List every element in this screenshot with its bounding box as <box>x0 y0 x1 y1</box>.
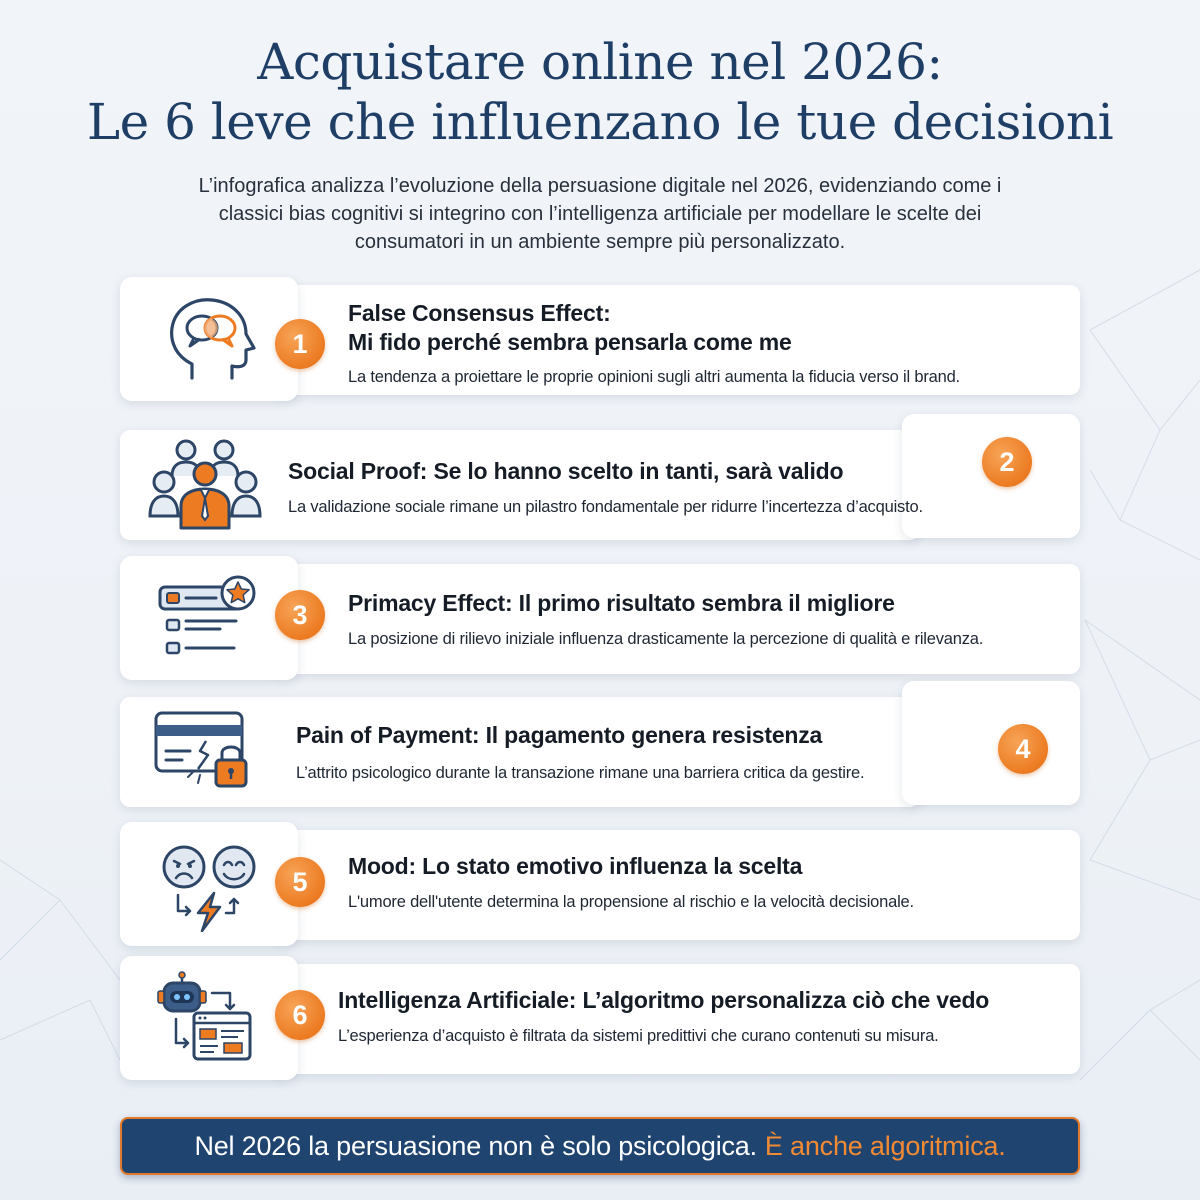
number-badge: 6 <box>275 990 325 1040</box>
lever-card-1 <box>120 277 1080 395</box>
credit-card-lock-icon <box>152 705 257 800</box>
conclusion-banner <box>120 1117 1080 1175</box>
number-box <box>902 681 1080 805</box>
card-title: Mood: Lo stato emotivo influenza la scelta <box>348 853 803 879</box>
card-title-line-2: Mi fido perché sembra pensarla come me <box>348 329 792 355</box>
number-badge: 2 <box>982 437 1032 487</box>
card-title: Pain of Payment: Il pagamento genera resistenza <box>296 722 823 748</box>
title-line-1: Acquistare online nel 2026: <box>257 33 943 91</box>
card-description: L'umore dell'utente determina la propensione al rischio e la velocità decisionale. <box>348 893 914 911</box>
card-title-line-1: False Consensus Effect: <box>348 300 611 326</box>
card-description: La posizione di rilievo iniziale influenza drasticamente la percezione di qualità e rilevanza. <box>348 630 984 648</box>
ranked-list-star-icon <box>120 556 298 680</box>
card-description: La tendenza a proiettare le proprie opinioni sugli altri aumenta la fiducia verso il brand. <box>348 368 960 386</box>
mood-faces-icon <box>120 822 298 946</box>
group-people-icon <box>148 436 263 536</box>
head-speech-bubbles-icon <box>120 277 298 401</box>
lever-card-5 <box>120 822 1080 940</box>
intro-line-1: L’infografica analizza l’evoluzione della persuasione digitale nel 2026, evidenziando come i <box>198 175 1002 197</box>
conclusion-text: Nel 2026 la persuasione non è solo psicologica. <box>194 1130 757 1161</box>
lever-card-2 <box>120 422 1080 540</box>
lever-card-6 <box>120 956 1080 1074</box>
title-line-2: Le 6 leve che influenzano le tue decisioni <box>86 93 1114 151</box>
number-badge: 3 <box>275 590 325 640</box>
card-title: Primacy Effect: Il primo risultato sembra il migliore <box>348 590 895 616</box>
card-title: Intelligenza Artificiale: L’algoritmo personalizza ciò che vedo <box>338 987 990 1013</box>
card-description: L’esperienza d’acquisto è filtrata da sistemi predittivi che curano contenuti su misura. <box>338 1027 939 1045</box>
intro-line-2: classici bias cognitivi si integrino con l’intelligenza artificiale per modellare le scelte dei <box>218 203 982 225</box>
lever-card-3 <box>120 556 1080 674</box>
lever-card-4 <box>120 689 1080 807</box>
card-description: La validazione sociale rimane un pilastro fondamentale per ridurre l’incertezza d’acquisto. <box>288 498 923 516</box>
card-panel <box>270 564 1080 674</box>
card-title: Social Proof: Se lo hanno scelto in tanti, sarà valido <box>288 458 844 484</box>
conclusion-highlight: È anche algoritmica. <box>764 1130 1006 1161</box>
card-panel <box>270 964 1080 1074</box>
intro-line-3: consumatori in un ambiente sempre più personalizzato. <box>354 231 846 253</box>
number-badge: 5 <box>275 857 325 907</box>
page-title <box>0 32 1200 152</box>
intro-text <box>140 172 1060 256</box>
card-description: L’attrito psicologico durante la transazione rimane una barriera critica da gestire. <box>296 764 865 782</box>
card-panel <box>270 830 1080 940</box>
card-title <box>348 299 792 357</box>
robot-screen-icon <box>120 956 298 1080</box>
number-badge: 1 <box>275 319 325 369</box>
number-badge: 4 <box>998 724 1048 774</box>
